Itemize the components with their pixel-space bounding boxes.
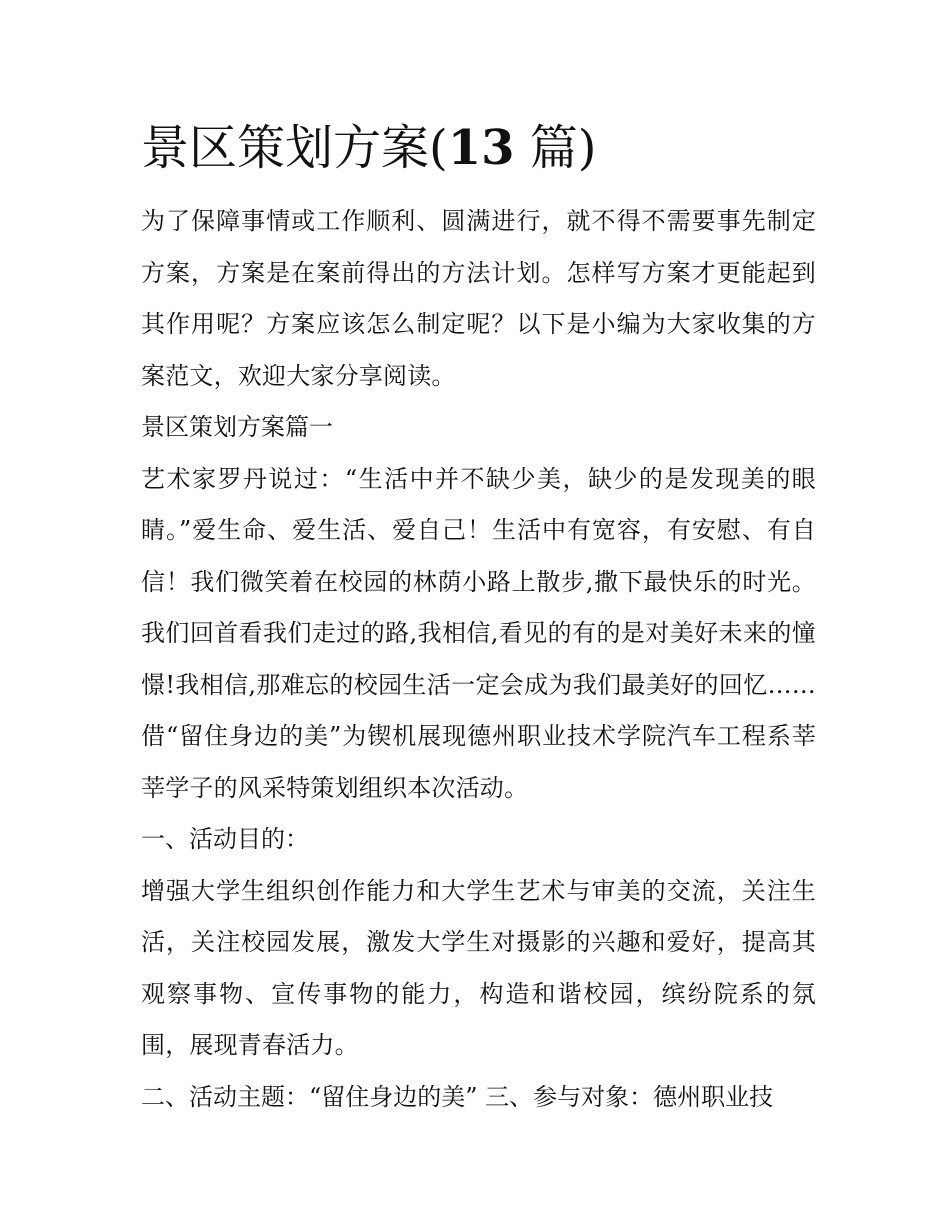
title-tail: 篇) (529, 120, 597, 176)
section-one-body: 艺术家罗丹说过：“生活中并不缺少美，缺少的是发现美的眼睛。”爱生命、爱生活、爱自己！生活中有宽容，有安慰、有自信！我们微笑着在校园的林荫小路上散步,撒下最快乐的时光。我们回首看我们走过的路,我相信,看见的有的是对美好未来的憧憬!我相信,那难忘的校园生活一定会成为我们最美好的回忆……借“留住身边的美”为锲机展现德州职业技术学院汽车工程系莘莘学子的风采特策划组织本次活动。 (141, 464, 816, 802)
goal-body: 增强大学生组织创作能力和大学生艺术与审美的交流，关注生活，关注校园发展，激发大学生对摄影的兴趣和爱好，提高其观察事物、宣传事物的能力，构造和谐校园，缤纷院系的氛围，展现青春活力。 (141, 876, 816, 1059)
document-page (141, 112, 816, 1123)
title-main: 景区策划方案( (141, 120, 448, 176)
intro-paragraph: 为了保障事情或工作顺利、圆满进行，就不得不需要事先制定方案，方案是在案前得出的方法计划。怎样写方案才更能起到其作用呢？方案应该怎么制定呢？以下是小编为大家收集的方案范文，欢迎大家分享阅读。 (141, 207, 816, 390)
goal-heading: 一、活动目的： (141, 825, 309, 853)
document-title (141, 112, 816, 184)
section-one-title: 景区策划方案篇一 (141, 413, 333, 441)
theme-line: 二、活动主题：“留住身边的美” 三、参与对象：德州职业技 (141, 1082, 774, 1111)
title-count: 13 (447, 120, 515, 176)
